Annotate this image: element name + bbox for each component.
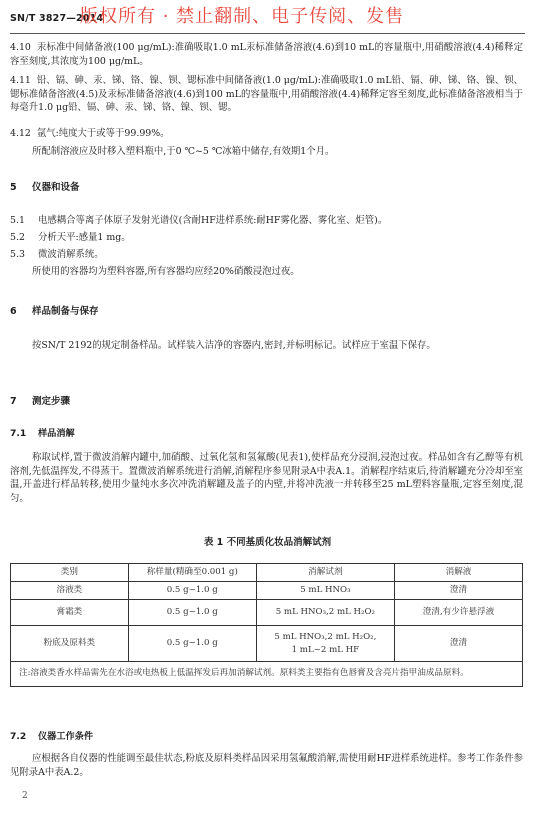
clause-text: 微波消解系统。	[38, 249, 104, 260]
table-cell: 5 mL HNO₃,2 mL H₂O₂	[256, 600, 394, 626]
clause-text: 分析天平:感量1 mg。	[38, 232, 131, 243]
table-header-row	[11, 564, 523, 582]
clause-4-10	[10, 41, 523, 68]
clause-7-2-heading	[10, 730, 93, 743]
section-number: 7	[10, 396, 17, 407]
table-cell: 膏霜类	[11, 600, 129, 626]
storage-note: 所配制溶液应及时移入塑料瓶中,于0 ℃~5 ℃冰箱中储存,有效期1个月。	[32, 146, 335, 157]
table-row	[11, 582, 523, 600]
clause-number: 5.2	[10, 232, 25, 243]
clause-7-1-heading	[10, 427, 75, 440]
clause-4-11	[10, 74, 523, 115]
clause-text: 汞标准中间储备液(100 μg/mL):准确吸取1.0 mL汞标准储备溶液(4.6)到10 mL的容量瓶中,用硝酸溶液(4.4)稀释定容至刻度,其浓度为100 μg/mL。	[10, 42, 523, 67]
clause-title: 样品消解	[38, 428, 75, 439]
section-number: 5	[10, 182, 17, 193]
clause-title: 仪器工作条件	[38, 731, 94, 742]
section-number: 6	[10, 306, 17, 317]
digestion-reagent-table	[10, 563, 523, 687]
table-cell: 澄清,有少许悬浮液	[394, 600, 522, 626]
container-note: 所使用的容器均为塑料容器,所有容器均应经20%硝酸浸泡过夜。	[32, 266, 300, 277]
table-cell: 5 mL HNO₃	[256, 582, 394, 600]
page-number: 2	[22, 791, 28, 801]
table-cell: 澄清	[394, 626, 522, 662]
reagent-line: 5 mL HNO₃,2 mL H₂O₂,	[274, 632, 377, 643]
section-6-heading	[10, 305, 99, 319]
table-row	[11, 626, 523, 662]
clause-number: 7.1	[10, 428, 27, 439]
clause-7-2-text: 应根据各自仪器的性能调至最佳状态,粉底及原料类样品因采用氢氟酸消解,需使用耐HF进样系统进样。参考工作条件参见附录A中表A.2。	[10, 753, 523, 778]
table-cell: 溶液类	[11, 582, 129, 600]
reagent-line: 1 mL~2 mL HF	[291, 644, 360, 655]
table-cell: 澄清	[394, 582, 522, 600]
clause-5-3	[10, 248, 523, 262]
clause-number: 4.11	[10, 75, 31, 86]
header-cell: 消解试剂	[256, 564, 394, 582]
table-cell: 0.5 g~1.0 g	[128, 600, 256, 626]
clause-5-2	[10, 231, 523, 245]
clause-number: 7.2	[10, 731, 27, 742]
table-note-row	[11, 662, 523, 687]
copyright-watermark: 版权所有 · 禁止翻制、电子传阅、发售	[80, 6, 405, 27]
table-cell: 粉底及原料类	[11, 626, 129, 662]
clause-number: 5.3	[10, 249, 25, 260]
table-cell: 0.5 g~1.0 g	[128, 582, 256, 600]
clause-text: 电感耦合等离子体原子发射光谱仪(含耐HF进样系统:耐HF雾化器、雾化室、炬管)。	[38, 215, 388, 226]
section-title: 测定步骤	[32, 396, 71, 407]
header-rule	[10, 33, 525, 34]
section-title: 仪器和设备	[32, 182, 80, 193]
clause-number: 5.1	[10, 215, 25, 226]
clause-text: 氩气:纯度大于或等于99.99%。	[36, 128, 170, 139]
clause-7-1-text: 称取试样,置于微波消解内罐中,加硝酸、过氧化氢和氢氟酸(见表1),使样品充分浸润,浸泡过夜。样品如含有乙醇等有机溶剂,先低温挥发,不得蒸干。置微波消解系统进行消解,消解程序参见附录A中表A.1。消解程序结束后,待消解罐充分冷却至室温,开盖进行样品转移,使用少量纯水多次冲洗消解罐及盖子的内壁,并将冲洗液一并转移至25 mL塑料容量瓶,定容至刻度,混匀。	[10, 452, 523, 504]
header-cell: 消解液	[394, 564, 522, 582]
standard-code: SN/T 3827—2014	[10, 13, 104, 24]
table-cell	[256, 626, 394, 662]
clause-number: 4.10	[10, 42, 31, 53]
section-5-heading	[10, 181, 80, 195]
header-cell: 类别	[11, 564, 129, 582]
section-title: 样品制备与保存	[32, 306, 99, 317]
clause-5-1	[10, 214, 523, 228]
section-6-text: 按SN/T 2192的规定制备样品。试样装入洁净的容器内,密封,并标明标记。试样应于室温下保存。	[32, 340, 436, 351]
section-7-heading	[10, 395, 70, 409]
table-note: 注:溶液类香水样品需先在水浴或电热板上低温挥发后再加消解试剂。原料类主要指有色唇膏及含亮片指甲油成品原料。	[11, 662, 523, 687]
clause-text: 铅、镉、砷、汞、锑、铬、镍、钡、锶标准中间储备液(1.0 μg/mL):准确吸取1.0 mL铅、镉、砷、锑、铬、镍、钡、锶标准储备溶液(4.5)及汞标准储备溶液(4.6)到100 mL的容量瓶中,用硝酸溶液(4.4)稀释定容至刻度,此标准储备溶液相当于每毫升1.0 μg铅、镉、砷、汞、锑、铬、镍、钡、锶。	[10, 75, 523, 114]
table-caption: 表 1 不同基质化妆品消解试剂	[203, 537, 332, 548]
clause-number: 4.12	[10, 128, 31, 139]
header-cell: 称样量(精确至0.001 g)	[128, 564, 256, 582]
table-row	[11, 600, 523, 626]
table-cell: 0.5 g~1.0 g	[128, 626, 256, 662]
clause-4-12	[10, 127, 523, 141]
